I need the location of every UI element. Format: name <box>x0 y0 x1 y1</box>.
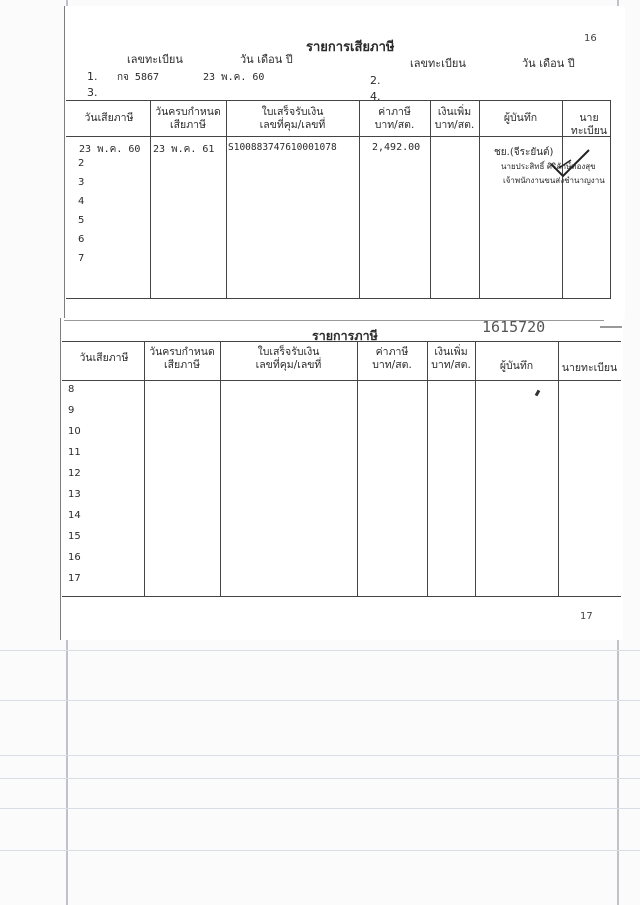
row-number: 2 <box>78 158 85 169</box>
reg-label-left: เลขทะเบียน <box>127 53 183 66</box>
registrar-stamp-line2: เจ้าพนักงานขนส่งชำนาญงาน <box>503 176 605 185</box>
table-border <box>62 380 621 381</box>
page-number-bottom: 17 <box>580 611 593 622</box>
row-number: 9 <box>68 405 75 416</box>
scan-line <box>0 650 640 651</box>
scan-line <box>0 808 640 809</box>
row1-tax: 2,492.00 <box>372 142 421 153</box>
row1-due-date: 23 พ.ค. 61 <box>153 144 215 155</box>
col-header-receipt: ใบเสร็จรับเงิน เลขที่คุม/เลขที่ <box>259 106 326 131</box>
bottom-title: รายการภาษี <box>312 328 378 343</box>
top-title: รายการเสียภาษี <box>306 40 395 55</box>
page-number-top: 16 <box>584 33 597 44</box>
row-number: 7 <box>78 253 85 264</box>
date-label-left: วัน เดือน ปี <box>240 53 293 66</box>
col-header-paid-date: วันเสียภาษี <box>84 112 134 124</box>
table-col-divider <box>427 341 428 596</box>
col-header-tax: ค่าภาษี บาท/สต. <box>372 346 412 371</box>
row-number: 3 <box>78 177 85 188</box>
table-col-divider <box>479 100 480 298</box>
col-header-tax: ค่าภาษี บาท/สต. <box>374 106 415 131</box>
date-label-right: วัน เดือน ปี <box>522 57 575 70</box>
table-col-divider <box>357 341 358 596</box>
scan-line <box>0 755 640 756</box>
entry-num-4: 4. <box>370 90 381 103</box>
row-number: 17 <box>68 573 81 584</box>
col-header-recorder: ผู้บันทึก <box>499 360 534 372</box>
col-header-registrar: นายทะเบียน <box>570 112 608 137</box>
row-number: 14 <box>68 510 81 521</box>
col-header-surcharge: เงินเพิ่ม บาท/สต. <box>434 106 475 131</box>
col-header-paid-date: วันเสียภาษี <box>79 352 129 364</box>
entry-num-1: 1. <box>87 70 98 83</box>
entry-num-3: 3. <box>87 86 98 99</box>
separator-line <box>600 326 622 328</box>
table-col-divider <box>475 341 476 596</box>
row-number: 15 <box>68 531 81 542</box>
row-number: 6 <box>78 234 85 245</box>
row-number: 5 <box>78 215 85 226</box>
col-header-surcharge: เงินเพิ่ม บาท/สต. <box>431 346 471 371</box>
row-number: 13 <box>68 489 81 500</box>
row1-paid-date: 23 พ.ค. 60 <box>79 144 141 155</box>
registrar-stamp-line1: นายประสิทธิ์ ศิริลักษ์ทองสุข <box>501 162 596 171</box>
col-header-registrar: นายทะเบียน <box>561 362 618 374</box>
table-col-divider <box>144 341 145 596</box>
reg-label-right: เลขทะเบียน <box>410 57 466 70</box>
col-header-due-date: วันครบกำหนด เสียภาษี <box>155 106 221 131</box>
signature-mark <box>545 146 595 186</box>
col-header-recorder: ผู้บันทึก <box>503 112 538 124</box>
row-number: 8 <box>68 384 75 395</box>
table-col-divider <box>558 341 559 596</box>
table-border <box>62 341 621 342</box>
entry-date-1: 23 พ.ค. 60 <box>203 72 265 83</box>
row1-receipt: S100883747610001078 <box>228 142 337 153</box>
table-col-divider <box>220 341 221 596</box>
col-header-due-date: วันครบกำหนด เสียภาษี <box>149 346 215 371</box>
table-border <box>66 136 611 137</box>
scan-line <box>0 700 640 701</box>
row-number: 10 <box>68 426 81 437</box>
entry-num-2: 2. <box>370 74 381 87</box>
row-number: 16 <box>68 552 81 563</box>
entry-reg-1: กจ 5867 <box>117 72 160 83</box>
table-border <box>62 596 621 597</box>
row-number: 12 <box>68 468 81 479</box>
row-number: 11 <box>68 447 81 458</box>
row1-recorder: ชย.(จีระยันต์) <box>494 147 554 158</box>
scan-line <box>0 850 640 851</box>
table-border <box>66 100 611 101</box>
scan-line <box>0 778 640 779</box>
stray-number: 1615720 <box>482 318 546 336</box>
row-number: 4 <box>78 196 85 207</box>
table-border <box>66 298 611 299</box>
col-header-receipt: ใบเสร็จรับเงิน เลขที่คุม/เลขที่ <box>255 346 322 371</box>
